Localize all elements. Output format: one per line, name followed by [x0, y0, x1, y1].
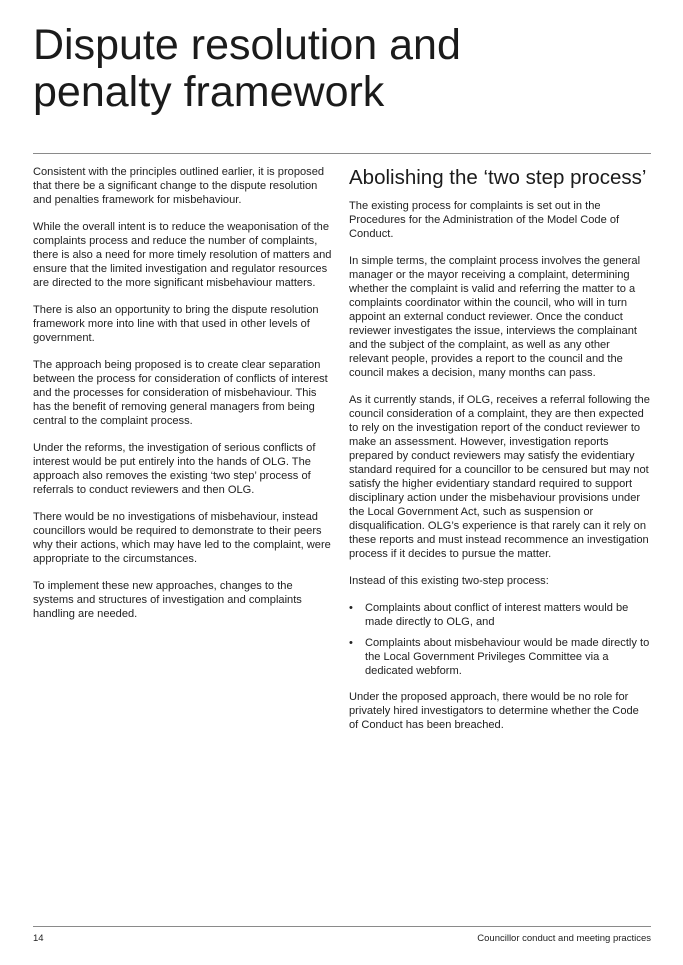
- left-column: [33, 165, 333, 634]
- bullet-list: [349, 601, 651, 678]
- page-title: [33, 22, 653, 116]
- paragraph: In simple terms, the complaint process involves the general manager or the mayor receiving a complaint, determining whether the complaint is valid and referring the matter to a complaints coordinator within the council, who will in turn appoint an external conduct reviewer. Once the conduct reviewer investigates the issue, interviews the complainant and the subject of the complaint, as well as any other relevant people, provides a report to the council and the council makes a decision, many months can pass.: [349, 255, 641, 379]
- section-heading: Abolishing the ‘two step process’: [349, 166, 647, 189]
- list-item: [349, 601, 651, 629]
- bullet-icon: •: [349, 602, 353, 614]
- paragraph: The approach being proposed is to create clear separation between the process for consideration of conflicts of interest and the processes for consideration of misbehaviour. This has the benefit of removing general managers from being central to the complaint process.: [33, 359, 328, 427]
- page-title-line-1: Dispute resolution and: [33, 21, 461, 69]
- paragraph: Under the proposed approach, there would be no role for privately hired investigators to determine whether the Code of Conduct has been breached.: [349, 691, 639, 731]
- paragraph: Consistent with the principles outlined earlier, it is proposed that there be a significant change to the dispute resolution and penalties framework for misbehaviour.: [33, 166, 325, 206]
- footer-divider: [33, 926, 651, 927]
- paragraph: While the overall intent is to reduce the weaponisation of the complaints process and reduce the number of complaints, there is also a need for more timely resolution of matters and ensure that the limited investigation and regulator resources are directed to the more significant misbehaviour matters.: [33, 221, 332, 289]
- footer-document-title: Councillor conduct and meeting practices: [477, 933, 651, 944]
- page-title-line-2: penalty framework: [33, 68, 385, 116]
- paragraph: To implement these new approaches, changes to the systems and structures of investigation and complaints handling are needed.: [33, 580, 302, 620]
- paragraph: Under the reforms, the investigation of serious conflicts of interest would be put entirely into the hands of OLG. The approach also removes the existing ‘two step’ process of referrals to conduct reviewers and then OLG.: [33, 442, 316, 496]
- top-divider: [33, 153, 651, 154]
- paragraph: Instead of this existing two-step process:: [349, 575, 549, 587]
- right-column: [349, 165, 651, 745]
- list-item-text: Complaints about conflict of interest matters would be made directly to OLG, and: [365, 602, 629, 628]
- bullet-icon: •: [349, 637, 353, 649]
- paragraph: There is also an opportunity to bring the dispute resolution framework more into line with that used in other levels of government.: [33, 304, 319, 344]
- list-item: [349, 636, 651, 678]
- page-number: 14: [33, 933, 44, 944]
- paragraph: As it currently stands, if OLG, receives a referral following the council consideration of a complaint, they are then expected to rely on the investigation report of the conduct reviewer to make an assessment. However, investigation reports prepared by conduct reviewers may satisfy the evidentiary standard required for a councillor to be censured but may not satisfy the higher evidentiary standard required to support disciplinary action under the misbehaviour provisions under the Local Government Act, such as suspension or disqualification. OLG’s experience is that rarely can it rely on these reports and must instead recommence an investigation process if it decides to pursue the matter.: [349, 394, 650, 560]
- paragraph: There would be no investigations of misbehaviour, instead councillors would be required to demonstrate to their peers why their actions, which may have led to the complaint, were appropriate to the circumstances.: [33, 511, 331, 565]
- paragraph: The existing process for complaints is set out in the Procedures for the Administration of the Model Code of Conduct.: [349, 200, 620, 240]
- list-item-text: Complaints about misbehaviour would be made directly to the Local Government Privileges Committee via a dedicated webform.: [365, 637, 650, 677]
